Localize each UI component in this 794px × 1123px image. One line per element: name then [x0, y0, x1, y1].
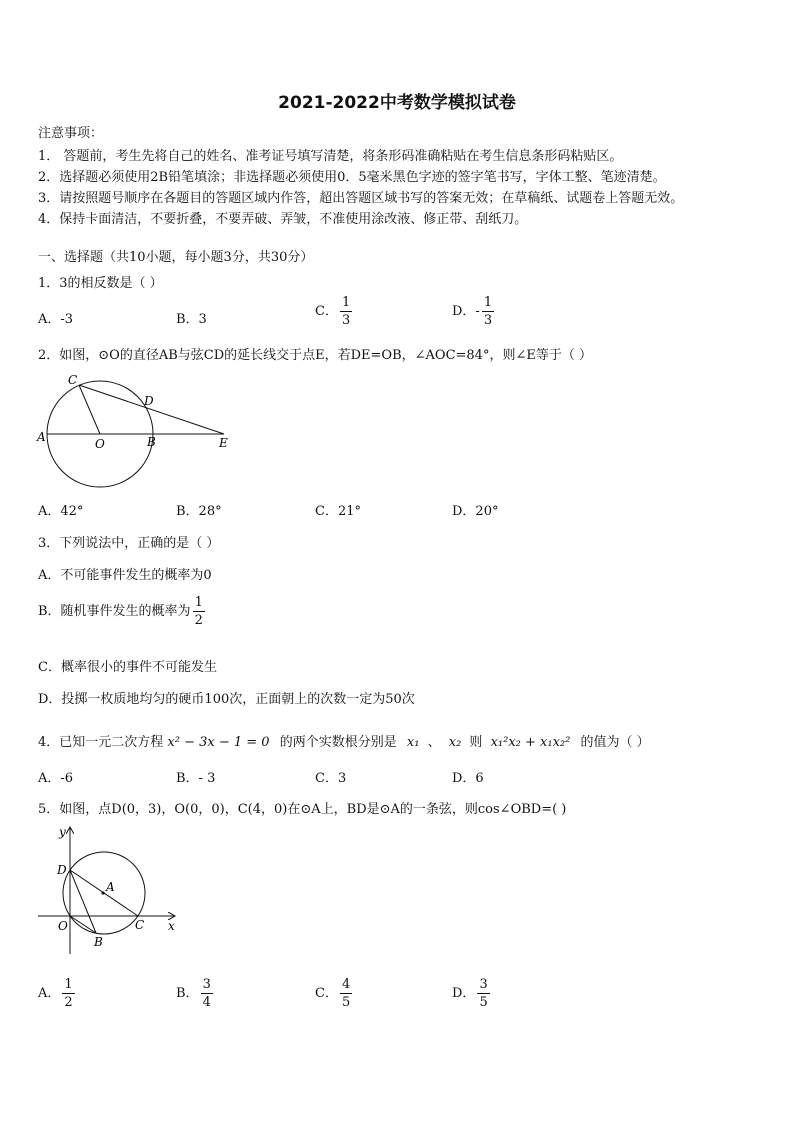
q2-option-c: C．21°: [315, 504, 361, 519]
q2-option-a: A．42°: [38, 504, 84, 519]
q5-c-numerator: 4: [341, 977, 351, 992]
q2-label-D: D: [144, 394, 154, 408]
q4-root1: x₁: [406, 735, 420, 750]
q5-option-b-prefix: B．: [176, 986, 199, 1001]
q5-d-numerator: 3: [479, 977, 488, 992]
q1-option-c: [315, 296, 354, 327]
notice-item-1: 1． 答题前，考生先将自己的姓名、准考证号填写清楚，将条形码准确粘贴在考生信息条形码粘贴区。: [38, 149, 623, 164]
q3-option-b: [38, 596, 207, 627]
q2-label-O: O: [95, 437, 105, 451]
q5-label-O: O: [58, 919, 68, 933]
q3-option-a: A．不可能事件发生的概率为0: [38, 568, 212, 583]
q5-b-denominator: 4: [202, 995, 211, 1010]
q1-d-denominator: 3: [483, 313, 493, 328]
q1-option-c-prefix: C．: [315, 304, 338, 319]
q1-option-c-fraction: [340, 296, 352, 327]
q2-option-d: D．20°: [452, 504, 499, 519]
q4-equation: x² − 3x − 1 = 0: [167, 735, 270, 750]
q2-label-C: C: [68, 373, 78, 387]
q2-line-OC: [79, 385, 100, 434]
question-3-stem: 3．下列说法中，正确的是（ ）: [38, 536, 220, 551]
q1-option-b: B．3: [176, 312, 207, 327]
q2-label-A: A: [37, 430, 46, 444]
q3-option-b-fraction: [193, 596, 205, 627]
q5-line-DB: [70, 870, 96, 933]
q2-label-E: E: [219, 436, 228, 450]
q5-a-denominator: 2: [64, 995, 73, 1010]
section-heading: 一、选择题（共10小题，每小题3分，共30分）: [38, 250, 314, 265]
q2-option-b: B．28°: [176, 504, 222, 519]
q5-option-d: [452, 978, 492, 1009]
notice-item-2: 2．选择题必须使用2B铅笔填涂；非选择题必须使用0．5毫米黑色字迹的签字笔书写，字体工整、笔迹清楚。: [38, 170, 666, 185]
q5-label-x: x: [168, 919, 175, 933]
q5-b-numerator: 3: [202, 977, 211, 992]
q5-coordinate-figure: [34, 822, 184, 957]
q1-c-denominator: 3: [341, 313, 351, 328]
q5-option-a-fraction: [62, 978, 74, 1009]
q5-option-b-fraction: [201, 978, 213, 1009]
q4-root2: x₂: [448, 735, 462, 750]
q3-option-b-prefix: B．随机事件发生的概率为: [38, 604, 191, 619]
q4-option-a: A．-6: [38, 771, 74, 786]
q1-option-d-prefix: D．-: [452, 304, 480, 319]
q4-separator: 、: [427, 735, 441, 750]
q3-option-c: C．概率很小的事件不可能发生: [38, 660, 217, 675]
notice-item-4: 4．保持卡面清洁，不要折叠，不要弄破、弄皱，不准使用涂改液、修正带、刮纸刀。: [38, 212, 528, 227]
q2-circle-figure: [34, 368, 244, 488]
page-title: 2021-2022中考数学模拟试卷: [278, 93, 516, 113]
q5-option-c: [315, 978, 354, 1009]
q5-option-b: [176, 978, 215, 1009]
q5-option-d-prefix: D．: [452, 986, 476, 1001]
q5-d-denominator: 5: [479, 995, 488, 1010]
q4-stem-a: 4．已知一元二次方程: [38, 735, 164, 750]
q2-label-B: B: [147, 435, 156, 449]
q5-option-a-prefix: A．: [38, 986, 61, 1001]
q1-option-d-fraction: [482, 296, 494, 327]
q5-label-y: y: [59, 825, 66, 839]
q2-line-CE: [79, 385, 224, 434]
q5-center-point: [101, 891, 104, 894]
q1-option-a: A．-3: [38, 312, 74, 327]
q5-c-denominator: 5: [341, 995, 351, 1010]
notice-item-3: 3．请按照题号顺序在各题目的答题区域内作答，超出答题区域书写的答案无效；在草稿纸、试题卷上答题无效。: [38, 191, 684, 206]
q4-stem-b: 的两个实数根分别是: [279, 735, 397, 750]
notice-heading: 注意事项：: [38, 126, 104, 141]
q3-option-d: D．投掷一枚质地均匀的硬币100次，正面朝上的次数一定为50次: [38, 692, 415, 707]
q5-option-d-fraction: [477, 978, 489, 1009]
q5-option-c-fraction: [340, 978, 352, 1009]
question-4-stem: [38, 731, 650, 750]
q3-b-denominator: 2: [194, 613, 203, 628]
question-1-stem: 1．3的相反数是（ ）: [38, 276, 163, 291]
q5-a-numerator: 1: [64, 977, 73, 992]
q5-label-C: C: [135, 918, 145, 932]
q5-label-B: B: [94, 935, 103, 949]
q4-expression: x₁²x₂ + x₁x₂²: [490, 735, 571, 750]
q4-option-b: B．- 3: [176, 771, 216, 786]
q4-stem-d: 的值为（ ）: [580, 735, 650, 750]
q3-b-numerator: 1: [194, 595, 203, 610]
q5-option-c-prefix: C．: [315, 986, 338, 1001]
question-2-stem: 2．如图，⊙O的直径AB与弦CD的延长线交于点E，若DE=OB，∠AOC=84°，则∠E等于（ ）: [38, 348, 592, 363]
q1-c-numerator: 1: [341, 295, 351, 310]
q4-stem-c: 则: [469, 735, 483, 750]
q1-d-numerator: 1: [483, 295, 493, 310]
q5-option-a: [38, 978, 77, 1009]
q5-label-D: D: [57, 863, 67, 877]
q4-option-d: D．6: [452, 771, 484, 786]
question-5-stem: 5．如图，点D(0，3)，O(0，0)，C(4，0)在⊙A上，BD是⊙A的一条弦，则cos∠OBD=( ): [38, 802, 567, 817]
q4-option-c: C．3: [315, 771, 347, 786]
q1-option-d: [452, 296, 496, 327]
q5-label-A: A: [106, 880, 115, 894]
